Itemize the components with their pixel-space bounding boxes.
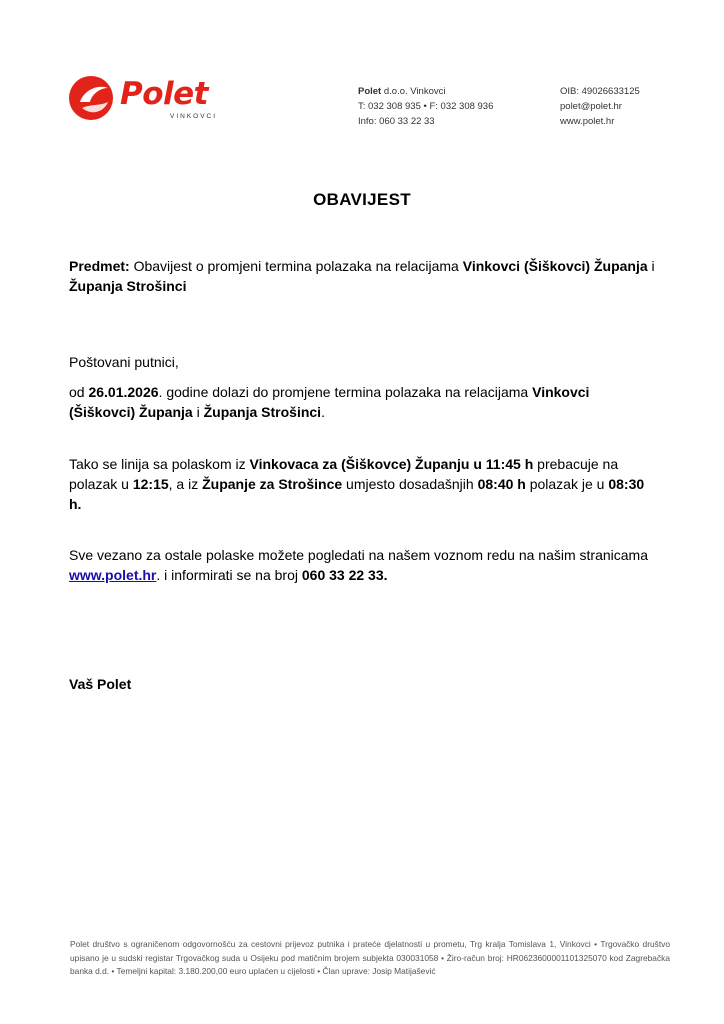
change-old-time-2: 08:40 h [477,476,526,492]
intro-text-4: . [321,404,325,420]
logo-subtext: VINKOVCI [170,113,218,120]
website: www.polet.hr [560,116,615,127]
polet-logo-icon [68,72,114,124]
company-suffix: d.o.o. Vinkovci [381,86,446,97]
change-text-1: Tako se linija sa polaskom iz [69,456,250,472]
logo-wordmark: Polet [120,76,208,112]
change-text-5: polazak je u [525,476,609,492]
contact-block-main [358,84,493,129]
change-text-4: umjesto dosadašnjih [342,476,478,492]
company-name: Polet [358,86,382,97]
legal-footer: Polet društvo s ograničenom odgovornošću za cestovni prijevoz putnika i prateće djelatnosti u prometu, Trg kralja Tomislava 1, Vinkovci • Trgovačko društvo upisano je u sudski registar Trgovačkog suda u Osijeku pod matičnim brojem subjekta 030031058 • Žiro-račun broj: HR0623600001101325070 kod Zagrebačka banka d.d. • Temeljni kapital: 3.180.200,00 euro uplaćen u cijelosti • Član uprave: Josip Matijašević [70,939,670,976]
change-new-time-1: 12:15 [132,476,169,492]
contact-block-ids [560,84,640,129]
change-text-3: , a iz [168,476,203,492]
subject-route-1: Vinkovci (Šiškovci) Županja [462,258,648,274]
change-route-2: Županje za Strošince [202,476,343,492]
change-new-time-2: 08:30 h. [69,476,645,512]
more-info-paragraph [69,545,659,585]
subject-paragraph [69,256,659,296]
intro-text-3: i [192,404,204,420]
subject-conjunction: i [647,258,655,274]
signature: Vaš Polet [69,676,132,692]
intro-paragraph [69,382,659,422]
intro-route-2: Županja Strošinci [203,404,322,420]
oib: OIB: 49026633125 [560,86,640,97]
subject-route-2: Županja Strošinci [69,278,187,294]
contact-phone: 060 33 22 33. [301,567,388,583]
subject-label: Predmet: [69,258,130,274]
intro-route-1: Vinkovci (Šiškovci) Županja [69,384,590,420]
intro-text-2: . godine dolazi do promjene termina polazaka na relacijama [158,384,533,400]
company-name-line [358,84,493,99]
effective-date: 26.01.2026 [88,384,159,400]
schedule-change-paragraph [69,454,659,514]
intro-text-1: od [69,384,89,400]
website-link[interactable]: www.polet.hr [69,567,157,583]
info-phone: Info: 060 33 22 33 [358,116,435,127]
company-logo [68,72,228,126]
subject-text: Obavijest o promjeni termina polazaka na relacijama [129,258,463,274]
change-route-old-time: Vinkovaca za (Šiškovce) Županju u 11:45 h [249,456,534,472]
more-info-text-1: Sve vezano za ostale polaske možete pogledati na našem voznom redu na našim stranicama [69,547,648,563]
phone-fax: T: 032 308 935 • F: 032 308 936 [358,101,494,112]
document-title: OBAVIJEST [313,190,411,209]
change-text-2: prebacuje na polazak u [69,456,619,492]
greeting: Poštovani putnici, [69,354,179,370]
more-info-text-2: . i informirati se na broj [156,567,302,583]
email: polet@polet.hr [560,101,622,112]
